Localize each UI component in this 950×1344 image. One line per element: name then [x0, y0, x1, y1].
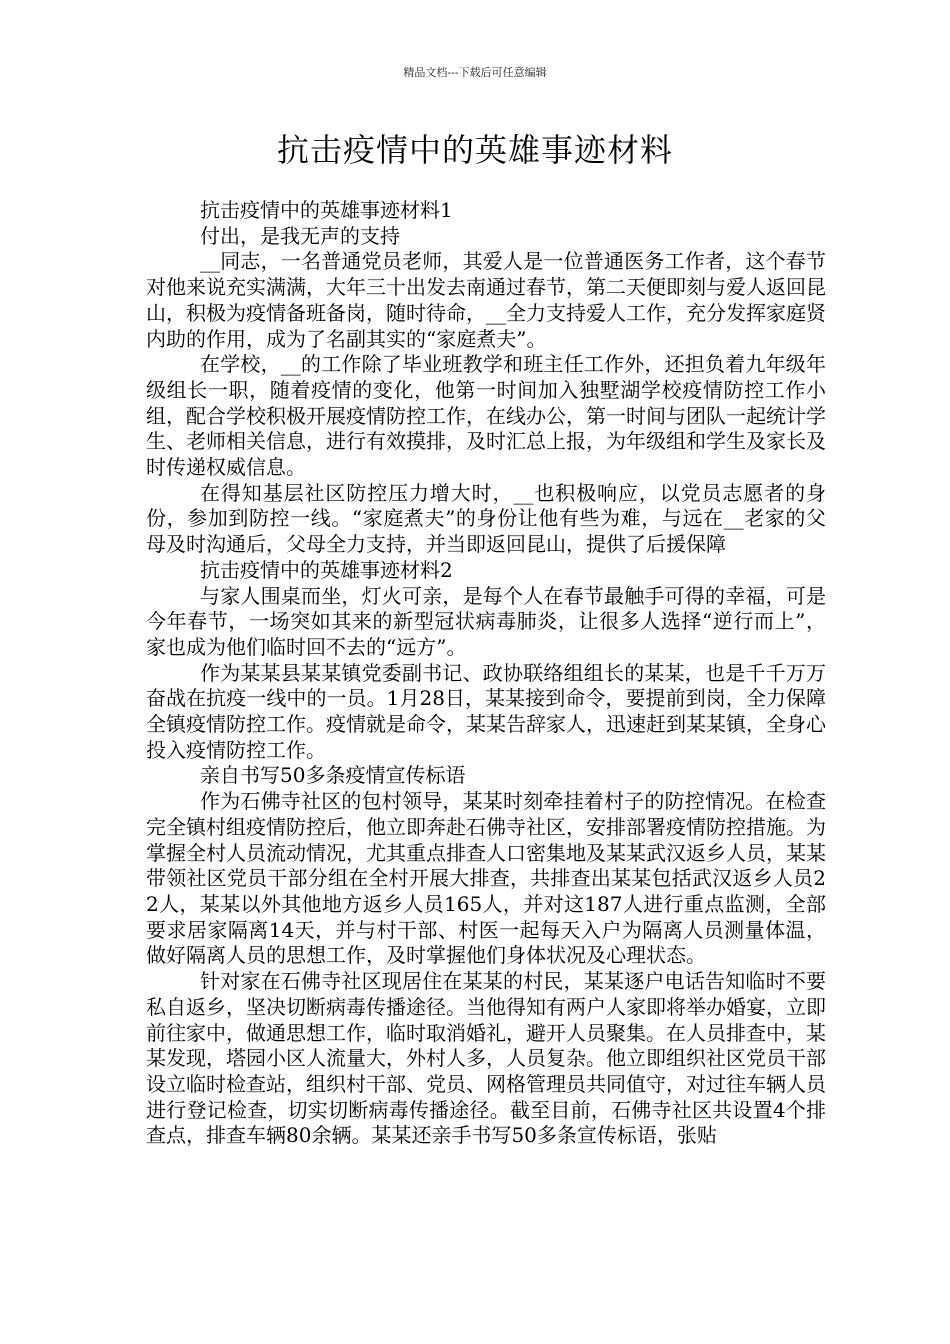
- body-paragraph: 在得知基层社区防控压力增大时，__也积极响应，以党员志愿者的身份，参加到防控一线。“家庭煮夫”的身份让他有些为难，与远在__老家的父母及时沟通后，父母全力支持，并当即返回昆山，提供了后援保障: [146, 480, 826, 557]
- body-paragraph: 与家人围桌而坐，灯火可亲，是每个人在春节最触手可得的幸福，可是今年春节，一场突如其来的新型冠状病毒肺炎，让很多人选择“逆行而上”，家也成为他们临时回不去的“远方”。: [146, 583, 826, 659]
- body-paragraph: 在学校，__的工作除了毕业班教学和班主任工作外，还担负着九年级年级组长一职，随着疫情的变化，他第一时间加入独墅湖学校疫情防控工作小组，配合学校积极开展疫情防控工作，在线办公，第一时间与团队一起统计学生、老师相关信息，进行有效摸排，及时汇总上报，为年级组和学生及家长及时传递权威信息。: [146, 352, 826, 480]
- page-header-note: 精品文档---下载后可任意编辑: [403, 66, 547, 79]
- document-title: 抗击疫情中的英雄事迹材料: [276, 131, 673, 169]
- body-paragraph: 作为某某县某某镇党委副书记、政协联络组组长的某某，也是千千万万奋战在抗疫一线中的一员。1月28日，某某接到命令，要提前到岗，全力保障全镇疫情防控工作。疫情就是命令，某某告辞家人，迅速赶到某某镇，全身心投入疫情防控工作。: [146, 660, 826, 762]
- body-paragraph: 针对家在石佛寺社区现居住在某某的村民，某某逐户电话告知临时不要私自返乡，坚决切断病毒传播途径。当他得知有两户人家即将举办婚宴，立即前往家中，做通思想工作，临时取消婚礼，避开人员聚集。在人员排查中，某某发现，塔园小区人流量大，外村人多，人员复杂。他立即组织社区党员干部设立临时检查站，组织村干部、党员、网格管理员共同值守，对过往车辆人员进行登记检查，切实切断病毒传播途径。截至目前，石佛寺社区共设置4个排查点，排查车辆80余辆。某某还亲手书写50多条宣传标语，张贴: [146, 969, 826, 1148]
- section-heading: 抗击疫情中的英雄事迹材料1: [200, 198, 453, 222]
- section-heading: 抗击疫情中的英雄事迹材料2: [200, 557, 453, 582]
- subsection-heading: 付出，是我无声的支持: [200, 223, 400, 248]
- body-paragraph: __同志，一名普通党员老师，其爱人是一位普通医务工作者，这个春节对他来说充实满满，大年三十出发去南通过春节，第二天便即刻与爱人返回昆山，积极为疫情备班备岗，随时待命，__全力支持爱人工作，充分发挥家庭贤内助的作用，成为了名副其实的“家庭煮夫”。: [146, 249, 826, 351]
- subsection-heading: 亲自书写50多条疫情宣传标语: [200, 763, 466, 788]
- body-paragraph: 作为石佛寺社区的包村领导，某某时刻牵挂着村子的防控情况。在检查完全镇村组疫情防控后，他立即奔赴石佛寺社区，安排部署疫情防控措施。为掌握全村人员流动情况，尤其重点排查人口密集地及某某武汉返乡人员，某某带领社区党员干部分组在全村开展大排查，共排查出某某包括武汉返乡人员22人，某某以外其他地方返乡人员165人，并对这187人进行重点监测，全部要求居家隔离14天，并与村干部、村医一起每天入户为隔离人员测量体温，做好隔离人员的思想工作，及时掌握他们身体状况及心理状态。: [146, 789, 826, 968]
- document-body: [146, 198, 826, 1149]
